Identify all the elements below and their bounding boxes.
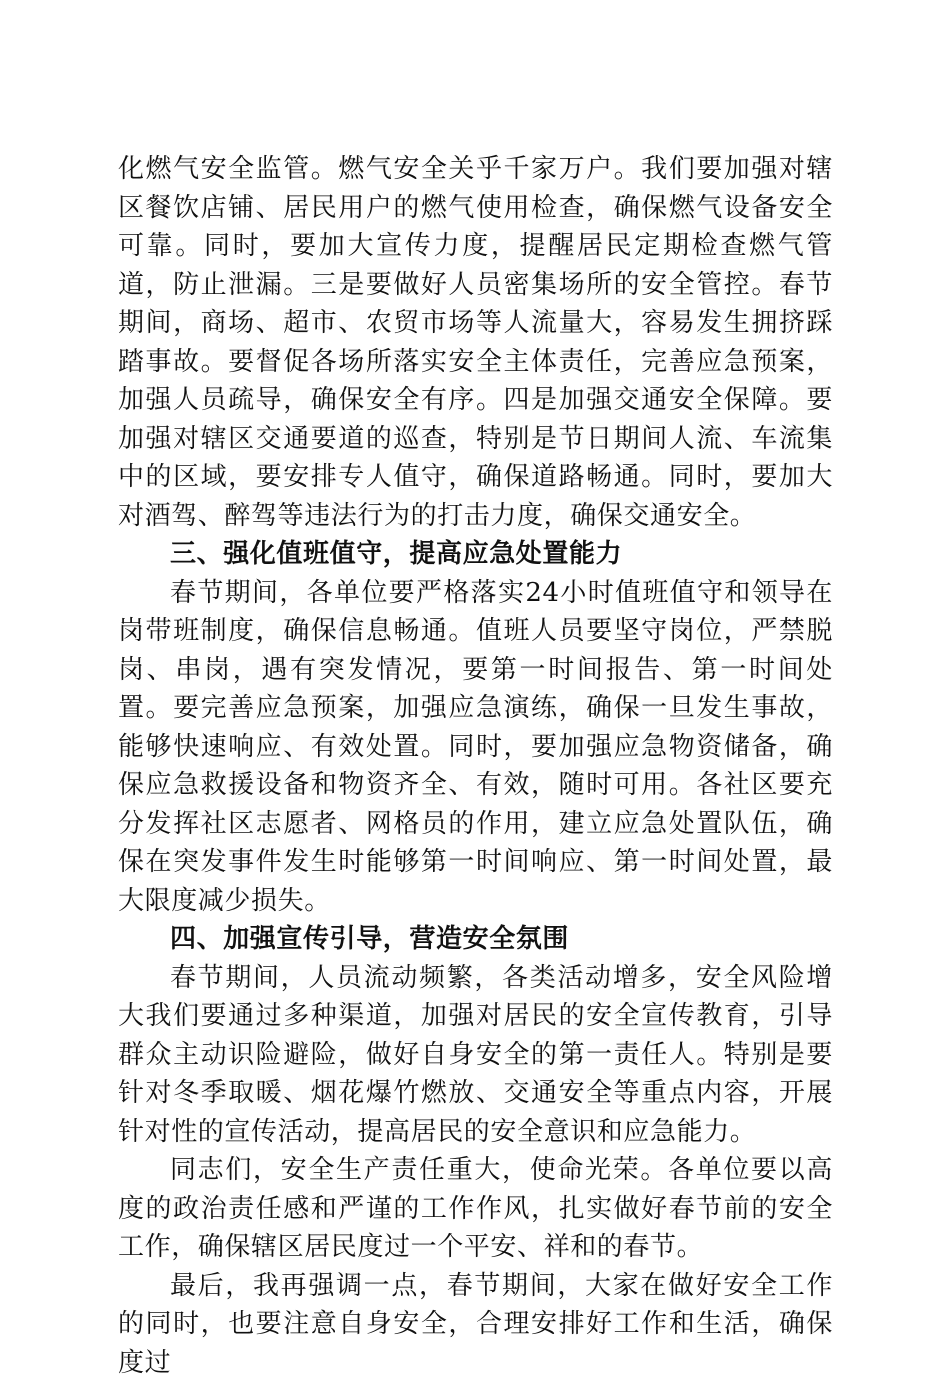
paragraph-gas-crowd-traffic: 化燃气安全监管。燃气安全关乎千家万户。我们要加强对辖区餐饮店铺、居民用户的燃气使用检查，确保燃气设备安全可靠。同时，要加大宣传力度，提醒居民定期检查燃气管道，防止泄漏。三是要做好人员密集场所的安全管控。春节期间，商场、超市、农贸市场等人流量大，容易发生拥挤踩踏事故。要督促各场所落实安全主体责任，完善应急预案，加强人员疏导，确保安全有序。四是加强交通安全保障。要加强对辖区交通要道的巡查，特别是节日期间人流、车流集中的区域，要安排专人值守，确保道路畅通。同时，要加大对酒驾、醉驾等违法行为的打击力度，确保交通安全。 [118,150,833,535]
paragraph-final: 最后，我再强调一点，春节期间，大家在做好安全工作的同时，也要注意自身安全，合理安排好工作和生活，确保度过 [118,1267,833,1382]
document-body [118,150,833,1382]
section-heading-duty: 三、强化值班值守，提高应急处置能力 [118,535,833,574]
paragraph-duty: 春节期间，各单位要严格落实24小时值班值守和领导在岗带班制度，确保信息畅通。值班人员要坚守岗位，严禁脱岗、串岗，遇有突发情况，要第一时间报告、第一时间处置。要完善应急预案，加强应急演练，确保一旦发生事故，能够快速响应、有效处置。同时，要加强应急物资储备，确保应急救援设备和物资齐全、有效，随时可用。各社区要充分发挥社区志愿者、网格员的作用，建立应急处置队伍，确保在突发事件发生时能够第一时间响应、第一时间处置，最大限度减少损失。 [118,574,833,921]
paragraph-comrades: 同志们，安全生产责任重大，使命光荣。各单位要以高度的政治责任感和严谨的工作作风，扎实做好春节前的安全工作，确保辖区居民度过一个平安、祥和的春节。 [118,1151,833,1267]
section-heading-publicity: 四、加强宣传引导，营造安全氛围 [118,920,833,959]
paragraph-publicity: 春节期间，人员流动频繁，各类活动增多，安全风险增大我们要通过多种渠道，加强对居民的安全宣传教育，引导群众主动识险避险，做好自身安全的第一责任人。特别是要针对冬季取暖、烟花爆竹燃放、交通安全等重点内容，开展针对性的宣传活动，提高居民的安全意识和应急能力。 [118,959,833,1152]
